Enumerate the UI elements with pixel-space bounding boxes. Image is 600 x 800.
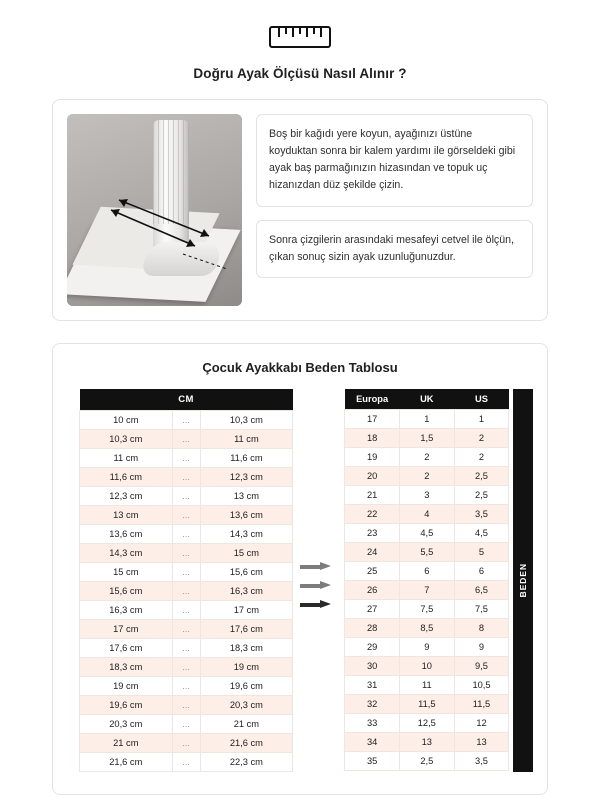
cm-max: 22,3 cm	[200, 753, 293, 772]
us-size: 1	[454, 410, 509, 429]
eu-size: 31	[345, 676, 400, 695]
us-size: 5	[454, 543, 509, 562]
eu-size: 17	[345, 410, 400, 429]
ruler-icon	[269, 26, 331, 48]
uk-size: 2	[399, 467, 454, 486]
arrow-icon-1	[300, 562, 334, 571]
table-row	[345, 562, 509, 581]
cm-max: 18,3 cm	[200, 639, 293, 658]
table-row	[345, 733, 509, 752]
cm-dots: ...	[172, 677, 200, 696]
cm-dots: ...	[172, 753, 200, 772]
cm-min: 16,3 cm	[80, 601, 173, 620]
table-row	[345, 486, 509, 505]
uk-size: 5,5	[399, 543, 454, 562]
table-row	[80, 677, 293, 696]
instruction-step-2: Sonra çizgilerin arasındaki mesafeyi cetvel ile ölçün, çıkan sonuç sizin ayak uzunluğunuzdur.	[256, 220, 533, 278]
table-row	[345, 752, 509, 771]
beden-label-text: BEDEN	[518, 563, 529, 598]
us-size: 12	[454, 714, 509, 733]
cm-min: 21,6 cm	[80, 753, 173, 772]
eu-size: 19	[345, 448, 400, 467]
size-tables	[67, 389, 533, 772]
eu-size: 26	[345, 581, 400, 600]
uk-size: 12,5	[399, 714, 454, 733]
eu-size: 24	[345, 543, 400, 562]
cm-dots: ...	[172, 658, 200, 677]
uk-size: 9	[399, 638, 454, 657]
cm-max: 15,6 cm	[200, 563, 293, 582]
table-row	[80, 658, 293, 677]
table-row	[80, 715, 293, 734]
table-row	[80, 620, 293, 639]
cm-min: 17,6 cm	[80, 639, 173, 658]
cm-max: 14,3 cm	[200, 525, 293, 544]
table-row	[345, 657, 509, 676]
eu-size: 35	[345, 752, 400, 771]
eu-size: 29	[345, 638, 400, 657]
cm-min: 10 cm	[80, 411, 173, 430]
cm-dots: ...	[172, 430, 200, 449]
eu-size: 25	[345, 562, 400, 581]
eu-size: 23	[345, 524, 400, 543]
us-size: 3,5	[454, 505, 509, 524]
uk-size: 4,5	[399, 524, 454, 543]
eu-size: 32	[345, 695, 400, 714]
table-row	[80, 411, 293, 430]
eu-size: 20	[345, 467, 400, 486]
eu-size: 21	[345, 486, 400, 505]
us-size: 10,5	[454, 676, 509, 695]
us-size: 11,5	[454, 695, 509, 714]
table-row	[345, 600, 509, 619]
cm-header: CM	[80, 389, 293, 411]
us-size: 2,5	[454, 486, 509, 505]
us-size: 9,5	[454, 657, 509, 676]
ruler-icon-wrap	[0, 0, 600, 48]
table-row	[345, 467, 509, 486]
table-row	[345, 524, 509, 543]
cm-max: 17,6 cm	[200, 620, 293, 639]
us-size: 7,5	[454, 600, 509, 619]
table-row	[80, 449, 293, 468]
table-row	[345, 695, 509, 714]
table-row	[345, 429, 509, 448]
table-row	[345, 581, 509, 600]
cm-max: 10,3 cm	[200, 411, 293, 430]
uk-size: 1	[399, 410, 454, 429]
eu-size: 34	[345, 733, 400, 752]
us-size: 2	[454, 448, 509, 467]
uk-size: 6	[399, 562, 454, 581]
eu-size: 22	[345, 505, 400, 524]
table-row	[345, 448, 509, 467]
cm-max: 21 cm	[200, 715, 293, 734]
uk-size: 10	[399, 657, 454, 676]
table-row	[80, 582, 293, 601]
cm-min: 12,3 cm	[80, 487, 173, 506]
cm-min: 13 cm	[80, 506, 173, 525]
instruction-steps	[256, 114, 533, 306]
arrow-icon-3	[300, 600, 334, 609]
instructions-card	[52, 99, 548, 321]
cm-dots: ...	[172, 715, 200, 734]
table-row	[345, 714, 509, 733]
cm-dots: ...	[172, 525, 200, 544]
uk-size: 7	[399, 581, 454, 600]
eu-size: 30	[345, 657, 400, 676]
table-row	[80, 468, 293, 487]
cm-max: 13,6 cm	[200, 506, 293, 525]
us-size: 2,5	[454, 467, 509, 486]
us-size: 6,5	[454, 581, 509, 600]
cm-dots: ...	[172, 734, 200, 753]
cm-min: 11,6 cm	[80, 468, 173, 487]
uk-size: 8,5	[399, 619, 454, 638]
cm-dots: ...	[172, 620, 200, 639]
uk-size: 11,5	[399, 695, 454, 714]
measure-arrow-overlay	[67, 114, 242, 306]
column-header-uk: UK	[399, 389, 454, 410]
cm-dots: ...	[172, 563, 200, 582]
cm-max: 15 cm	[200, 544, 293, 563]
eu-size: 18	[345, 429, 400, 448]
eu-size: 27	[345, 600, 400, 619]
cm-dots: ...	[172, 468, 200, 487]
cm-dots: ...	[172, 601, 200, 620]
table-row	[80, 696, 293, 715]
cm-max: 11 cm	[200, 430, 293, 449]
cm-dots: ...	[172, 487, 200, 506]
cm-max: 13 cm	[200, 487, 293, 506]
table-row	[80, 734, 293, 753]
cm-min: 19,6 cm	[80, 696, 173, 715]
cm-min: 21 cm	[80, 734, 173, 753]
table-row	[80, 430, 293, 449]
conversion-arrows	[293, 389, 344, 772]
us-size: 2	[454, 429, 509, 448]
column-header-us: US	[454, 389, 509, 410]
uk-size: 11	[399, 676, 454, 695]
cm-dots: ...	[172, 582, 200, 601]
cm-dots: ...	[172, 639, 200, 658]
us-size: 4,5	[454, 524, 509, 543]
cm-dots: ...	[172, 544, 200, 563]
table-row	[345, 543, 509, 562]
cm-min: 17 cm	[80, 620, 173, 639]
eu-size: 28	[345, 619, 400, 638]
beden-vertical-label	[513, 389, 533, 772]
cm-min: 10,3 cm	[80, 430, 173, 449]
cm-max: 16,3 cm	[200, 582, 293, 601]
uk-size: 7,5	[399, 600, 454, 619]
table-row	[80, 544, 293, 563]
cm-max: 19,6 cm	[200, 677, 293, 696]
cm-dots: ...	[172, 696, 200, 715]
uk-size: 2	[399, 448, 454, 467]
cm-min: 15,6 cm	[80, 582, 173, 601]
foot-measurement-photo	[67, 114, 242, 306]
cm-table	[79, 389, 293, 772]
arrow-icon-2	[300, 581, 334, 590]
page-title: Doğru Ayak Ölçüsü Nasıl Alınır ?	[193, 66, 407, 81]
cm-min: 13,6 cm	[80, 525, 173, 544]
table-row	[345, 676, 509, 695]
table-row	[345, 505, 509, 524]
table-row	[80, 601, 293, 620]
us-size: 9	[454, 638, 509, 657]
cm-min: 19 cm	[80, 677, 173, 696]
cm-min: 20,3 cm	[80, 715, 173, 734]
table-row	[80, 487, 293, 506]
eu-uk-us-table	[344, 389, 509, 771]
us-size: 6	[454, 562, 509, 581]
cm-max: 17 cm	[200, 601, 293, 620]
us-size: 3,5	[454, 752, 509, 771]
uk-size: 2,5	[399, 752, 454, 771]
table-row	[80, 563, 293, 582]
table-row	[345, 410, 509, 429]
cm-max: 19 cm	[200, 658, 293, 677]
size-table-card	[52, 343, 548, 795]
uk-size: 4	[399, 505, 454, 524]
cm-dots: ...	[172, 411, 200, 430]
eu-size: 33	[345, 714, 400, 733]
size-table-title: Çocuk Ayakkabı Beden Tablosu	[202, 360, 398, 375]
cm-min: 11 cm	[80, 449, 173, 468]
table-row	[80, 506, 293, 525]
us-size: 13	[454, 733, 509, 752]
uk-size: 3	[399, 486, 454, 505]
table-row	[80, 525, 293, 544]
cm-max: 21,6 cm	[200, 734, 293, 753]
table-row	[80, 753, 293, 772]
cm-min: 14,3 cm	[80, 544, 173, 563]
cm-dots: ...	[172, 506, 200, 525]
cm-min: 18,3 cm	[80, 658, 173, 677]
instruction-step-1: Boş bir kağıdı yere koyun, ayağınızı üstüne koyduktan sonra bir kalem yardımı ile görseldeki gibi ayak baş parmağınızın hizasından ve topuk uç hizanızdan düz şekilde çizin.	[256, 114, 533, 207]
uk-size: 13	[399, 733, 454, 752]
us-size: 8	[454, 619, 509, 638]
uk-size: 1,5	[399, 429, 454, 448]
cm-max: 11,6 cm	[200, 449, 293, 468]
table-row	[345, 638, 509, 657]
column-header-europa: Europa	[345, 389, 400, 410]
cm-dots: ...	[172, 449, 200, 468]
table-row	[345, 619, 509, 638]
table-row	[80, 639, 293, 658]
cm-min: 15 cm	[80, 563, 173, 582]
cm-max: 12,3 cm	[200, 468, 293, 487]
cm-max: 20,3 cm	[200, 696, 293, 715]
